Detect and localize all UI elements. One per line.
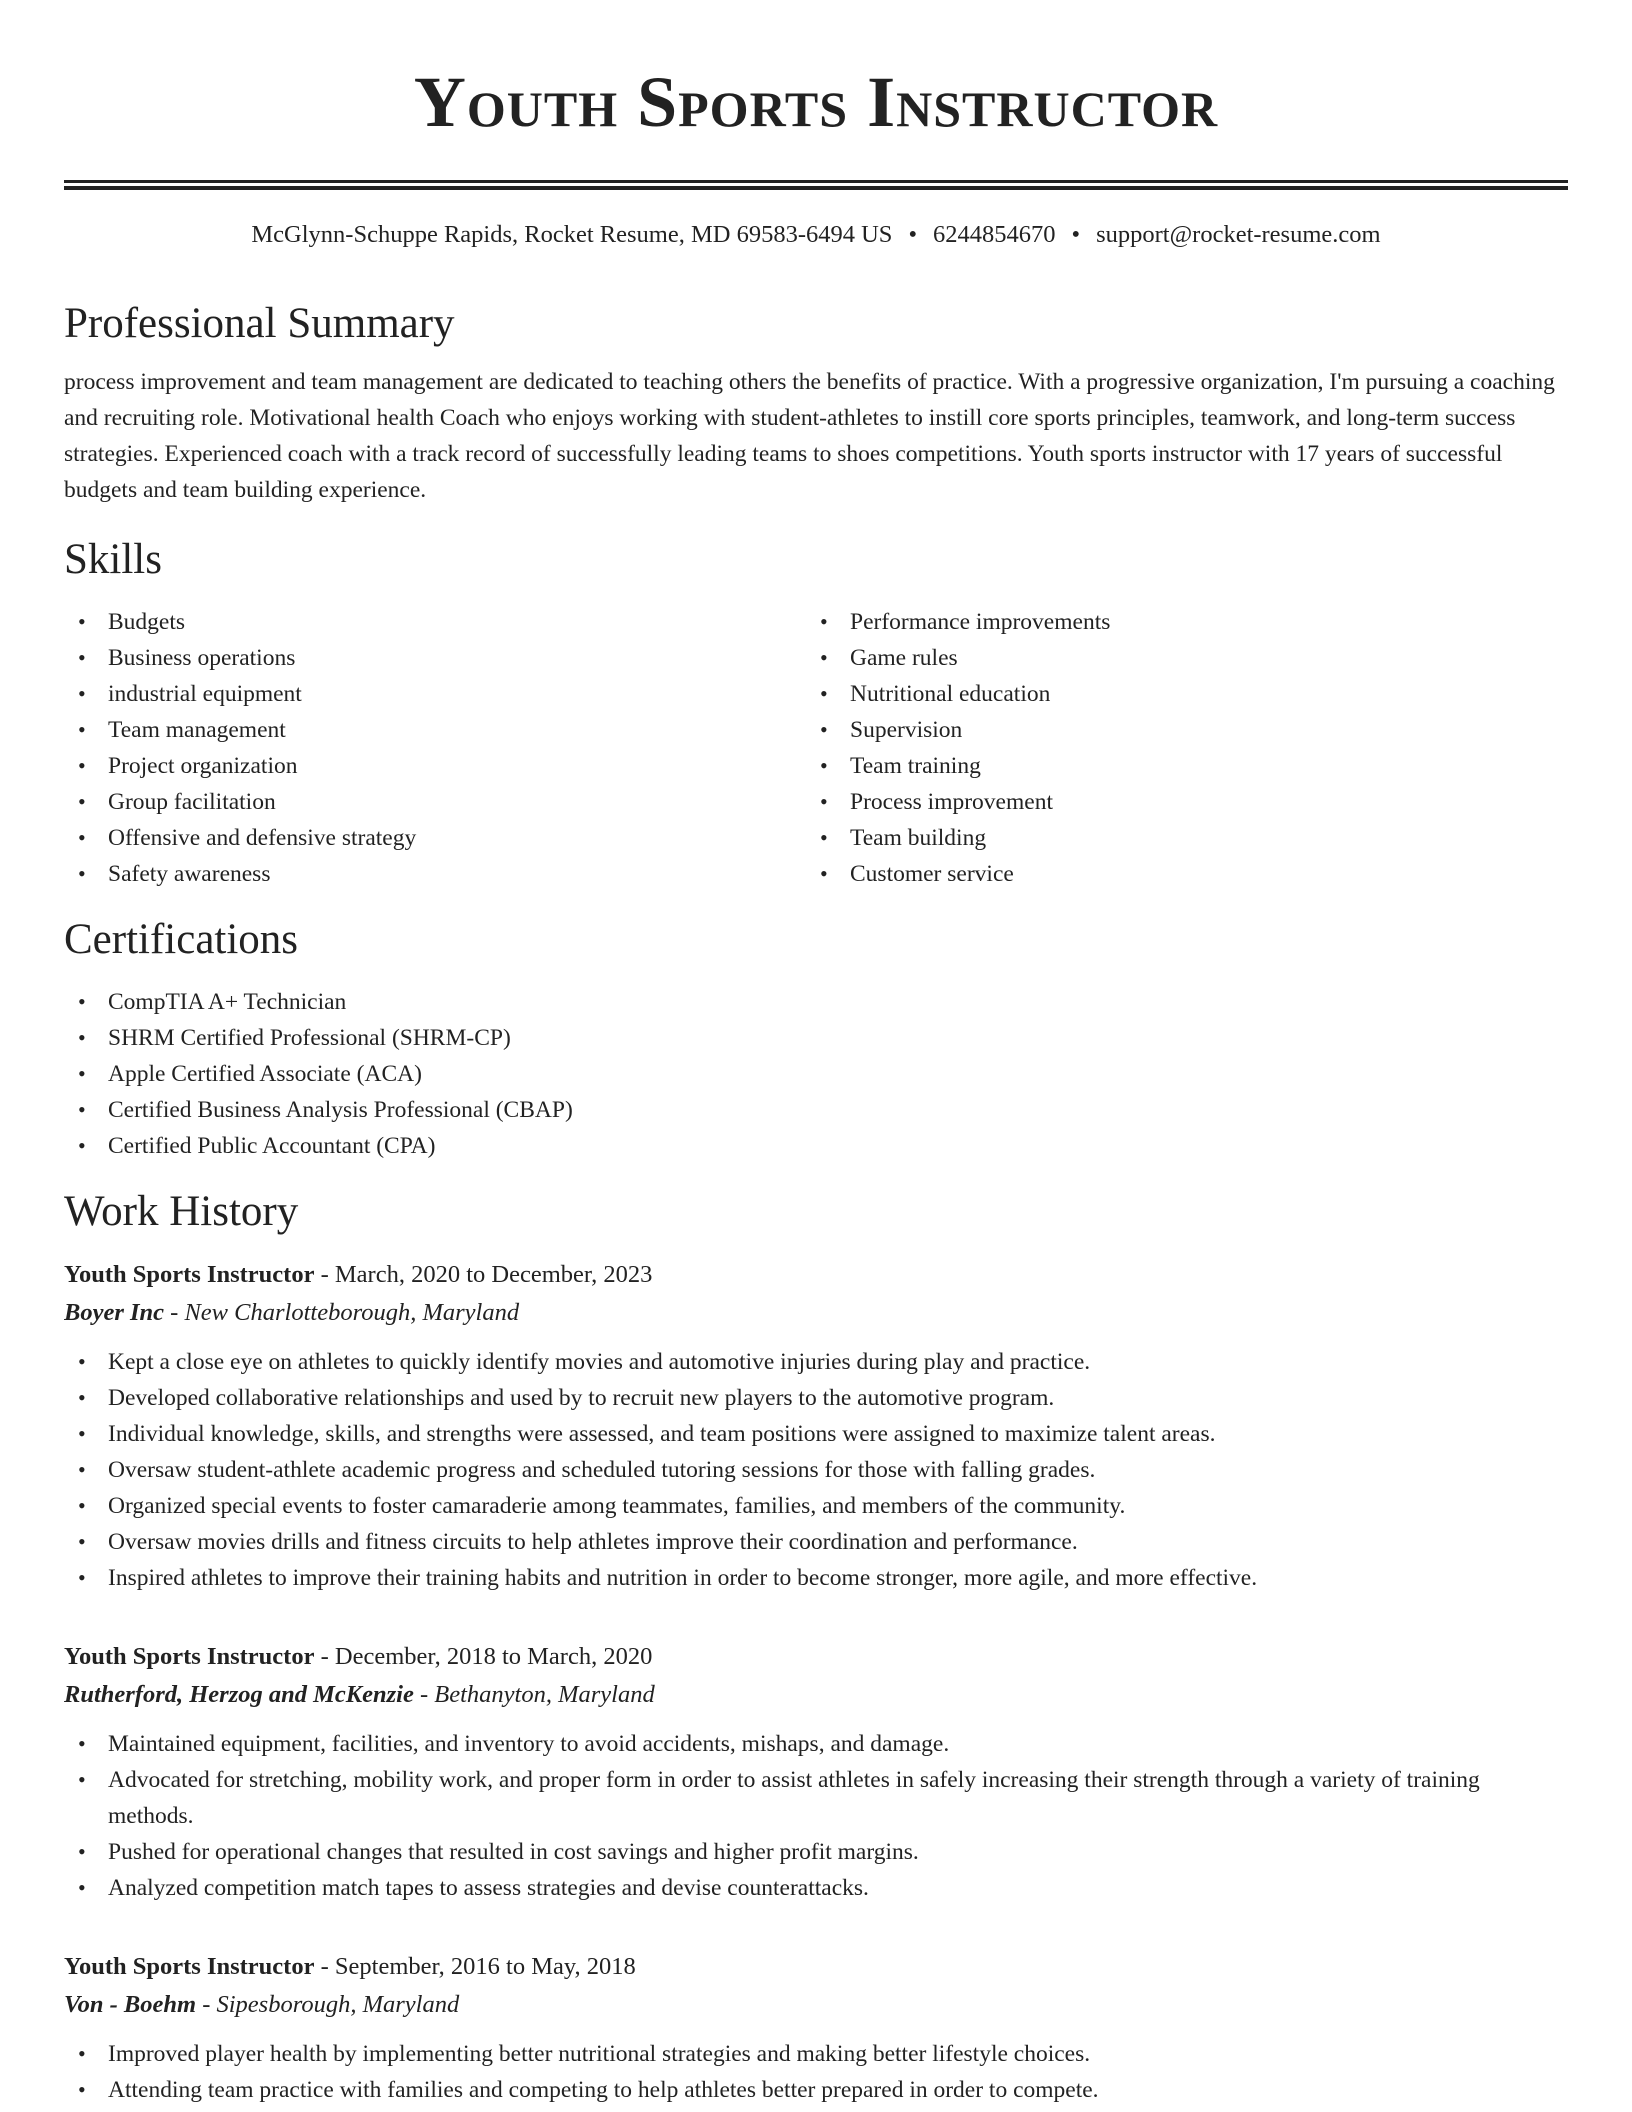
skill-item: • Process improvement xyxy=(806,784,1548,820)
skill-item: • Performance improvements xyxy=(806,604,1548,640)
title-double-rule xyxy=(64,180,1568,190)
job-bullet: • Improved player health by implementing better nutritional strategies and making better lifestyle choices. xyxy=(64,2036,1568,2072)
job-entry xyxy=(64,1948,1568,2108)
skill-item: • Team training xyxy=(806,748,1548,784)
job-bullet: • Advocated for stretching, mobility work, and proper form in order to assist athletes in safely increasing their strength through a variety of training methods. xyxy=(64,1762,1568,1834)
contact-email: support@rocket-resume.com xyxy=(1096,221,1381,248)
certification-item: • Certified Business Analysis Professional (CBAP) xyxy=(64,1092,1568,1128)
job-dates: September, 2016 to May, 2018 xyxy=(334,1953,636,1980)
job-company-line: Boyer Inc - New Charlotteborough, Maryland xyxy=(64,1299,520,1326)
job-entry xyxy=(64,1638,1568,1906)
certification-item: • SHRM Certified Professional (SHRM-CP) xyxy=(64,1020,1568,1056)
contact-separator: • xyxy=(908,221,918,248)
job-bullets xyxy=(64,1344,1568,1596)
job-title: Youth Sports Instructor xyxy=(64,1261,315,1288)
job-bullet: • Kept a close eye on athletes to quickly identify movies and automotive injuries during play and practice. xyxy=(64,1344,1568,1380)
skill-item: • Group facilitation xyxy=(64,784,806,820)
skill-item: • Offensive and defensive strategy xyxy=(64,820,806,856)
job-company: Von - Boehm xyxy=(64,1991,197,2018)
job-title: Youth Sports Instructor xyxy=(64,1953,315,1980)
job-bullet: • Maintained equipment, facilities, and inventory to avoid accidents, mishaps, and damage. xyxy=(64,1726,1568,1762)
summary-text: process improvement and team management are dedicated to teaching others the benefits of practice. With a progressive organization, I'm pursuing a coaching and recruiting role. Motivational health Coach who enjoys working with student-athletes to instill core sports principles, teamwork, and long-term success strategies. Experienced coach with a track record of successfully leading teams to shoes competitions. Youth sports instructor with 17 years of successful budgets and team building experience. xyxy=(64,369,1555,503)
certifications-list xyxy=(64,984,1568,1164)
skill-item: • Customer service xyxy=(806,856,1548,892)
skills-list-right xyxy=(806,604,1548,892)
job-entry xyxy=(64,1256,1568,1596)
certification-item: • Apple Certified Associate (ACA) xyxy=(64,1056,1568,1092)
job-bullet: • Organized special events to foster camaraderie among teammates, families, and members of the community. xyxy=(64,1488,1568,1524)
summary-heading: Professional Summary xyxy=(64,300,455,347)
contact-address: McGlynn-Schuppe Rapids, Rocket Resume, MD 69583-6494 US xyxy=(251,221,893,248)
skill-item: • Supervision xyxy=(806,712,1548,748)
job-location: New Charlotteborough, Maryland xyxy=(184,1299,520,1326)
job-title: Youth Sports Instructor xyxy=(64,1643,315,1670)
work-history-heading: Work History xyxy=(64,1188,299,1235)
job-title-line: Youth Sports Instructor - December, 2018 to March, 2020 xyxy=(64,1643,653,1670)
resume-page xyxy=(64,0,1568,2112)
job-dates: December, 2018 to March, 2020 xyxy=(334,1643,653,1670)
certification-item: • CompTIA A+ Technician xyxy=(64,984,1568,1020)
job-bullets xyxy=(64,2036,1568,2108)
job-company-line: Rutherford, Herzog and McKenzie - Bethanyton, Maryland xyxy=(64,1681,655,1708)
skill-item: • Safety awareness xyxy=(64,856,806,892)
job-location: Sipesborough, Maryland xyxy=(216,1991,460,2018)
job-bullet: • Individual knowledge, skills, and strengths were assessed, and team positions were assigned to maximize talent areas. xyxy=(64,1416,1568,1452)
contact-phone: 6244854670 xyxy=(933,221,1056,248)
job-title-line: Youth Sports Instructor - March, 2020 to December, 2023 xyxy=(64,1261,653,1288)
job-company: Boyer Inc xyxy=(64,1299,165,1326)
job-location: Bethanyton, Maryland xyxy=(434,1681,655,1708)
skill-item: • Nutritional education xyxy=(806,676,1548,712)
skill-item: • Team building xyxy=(806,820,1548,856)
skills-columns xyxy=(64,604,1568,892)
skill-item: • Budgets xyxy=(64,604,806,640)
skill-item: • Business operations xyxy=(64,640,806,676)
job-company: Rutherford, Herzog and McKenzie xyxy=(64,1681,414,1708)
job-bullet: • Oversaw student-athlete academic progress and scheduled tutoring sessions for those with falling grades. xyxy=(64,1452,1568,1488)
certifications-heading: Certifications xyxy=(64,916,299,963)
job-bullet: • Oversaw movies drills and fitness circuits to help athletes improve their coordination and performance. xyxy=(64,1524,1568,1560)
skill-item: • industrial equipment xyxy=(64,676,806,712)
job-bullet: • Developed collaborative relationships and used by to recruit new players to the automotive program. xyxy=(64,1380,1568,1416)
skill-item: • Team management xyxy=(64,712,806,748)
job-bullet: • Analyzed competition match tapes to assess strategies and devise counterattacks. xyxy=(64,1870,1568,1906)
resume-title: Youth Sports Instructor xyxy=(413,62,1219,142)
job-title-line: Youth Sports Instructor - September, 2016 to May, 2018 xyxy=(64,1953,636,1980)
skill-item: • Project organization xyxy=(64,748,806,784)
contact-line xyxy=(64,218,1568,252)
job-company-line: Von - Boehm - Sipesborough, Maryland xyxy=(64,1991,460,2018)
job-dates: March, 2020 to December, 2023 xyxy=(334,1261,653,1288)
skills-list-left xyxy=(64,604,806,892)
job-bullet: • Attending team practice with families and competing to help athletes better prepared in order to compete. xyxy=(64,2072,1568,2108)
skill-item: • Game rules xyxy=(806,640,1548,676)
job-bullets xyxy=(64,1726,1568,1906)
contact-separator: • xyxy=(1071,221,1081,248)
job-bullet: • Pushed for operational changes that resulted in cost savings and higher profit margins. xyxy=(64,1834,1568,1870)
job-bullet: • Inspired athletes to improve their training habits and nutrition in order to become stronger, more agile, and more effective. xyxy=(64,1560,1568,1596)
skills-heading: Skills xyxy=(64,536,162,583)
certification-item: • Certified Public Accountant (CPA) xyxy=(64,1128,1568,1164)
